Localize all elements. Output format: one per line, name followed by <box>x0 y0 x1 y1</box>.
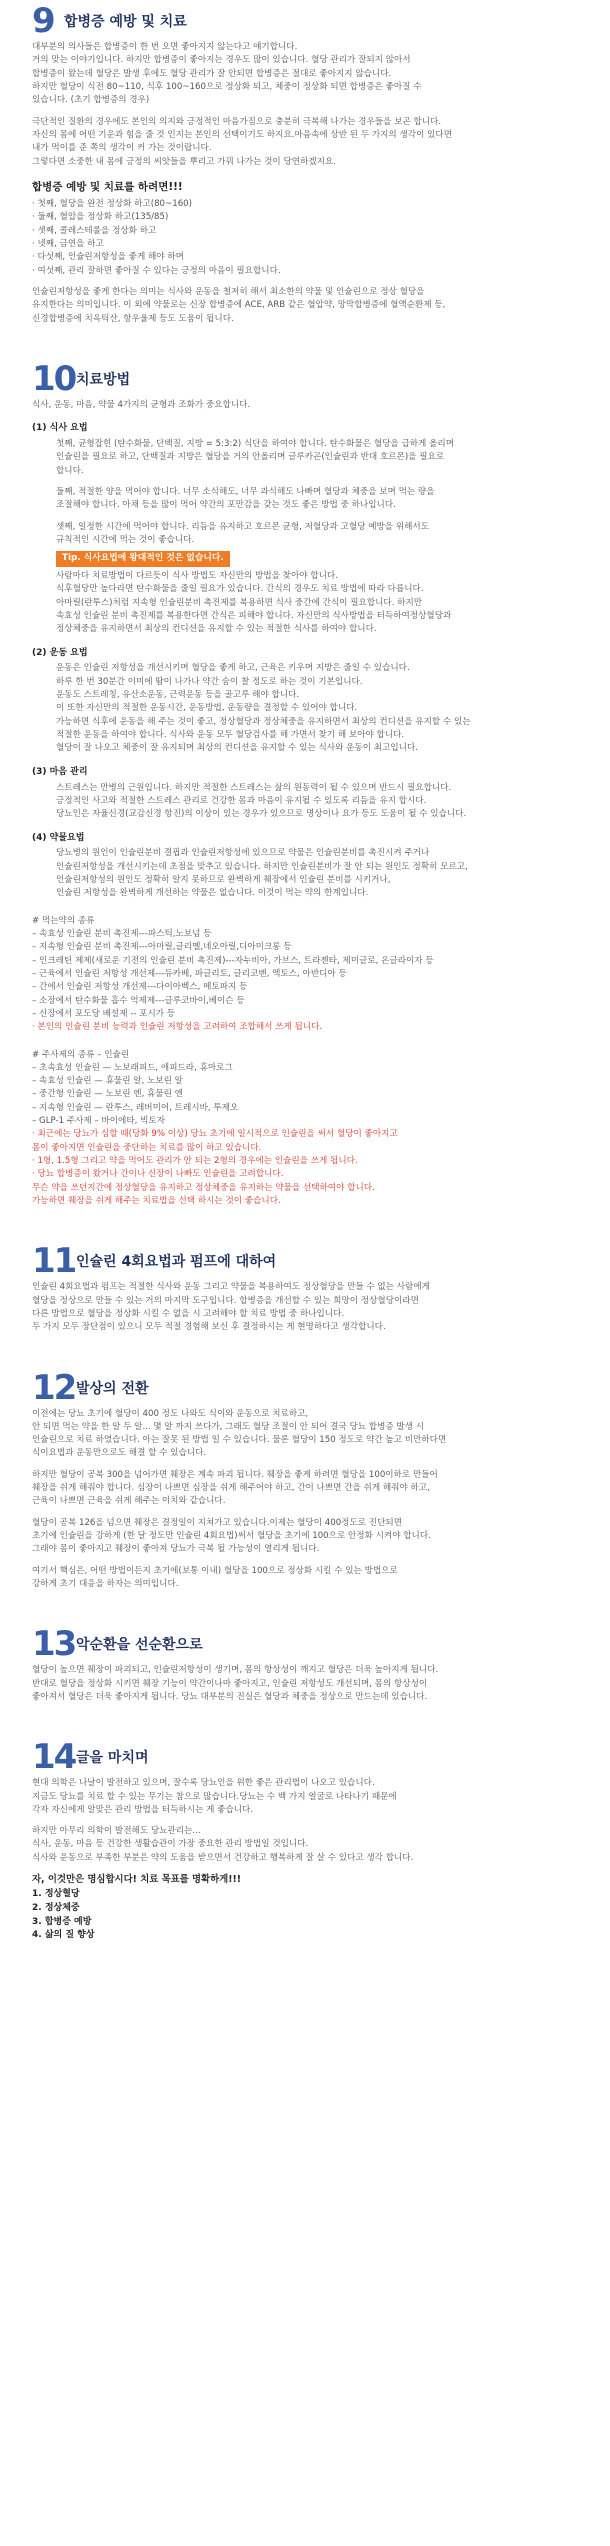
section-title: 치료방법 <box>76 371 131 388</box>
list-item: · 다섯째, 인슐린저항성을 좋게 해야 하며 <box>32 252 184 263</box>
paragraph: 하지만 아무리 의학이 발전해도 당뇨관리는... 식사, 운동, 마음 등 건강한 생활습관이 가장 중요한 관리 방법일 것입니다. 식사와 운동으로 부족한 부분은 약의 도움을 받으면서 건강하고 행복하게 잘 살 수 있다고 생각 합니다. <box>32 1826 414 1863</box>
subsection-medication <box>32 832 588 1209</box>
subsection-exercise <box>32 647 588 756</box>
paragraph: 스트레스는 만병의 근원입니다. 하지만 적절한 스트레스는 삶의 원동력이 될 수 있으며 반드시 필요합니다. 긍정적인 사고와 적절한 스트레스 관리로 건강한 몸과 마음이 유지될 수 있도록 리듬을 유지 합시다. 당뇨인은 자율신경(교감신경 항진)의 이상이 있는 경우가 있으므로 명상이나 요가 등도 도움이 될 수 있습니다. <box>56 782 467 820</box>
list-item: 1. 정상혈당 <box>32 1888 80 1899</box>
list-item: – 지속형 인슐린 — 란투스, 레버미어, 트레시바, 투제오 <box>32 1102 239 1113</box>
list-item: – 소장에서 탄수화물 흡수 억제제---글루코바이,베이슨 등 <box>32 995 245 1006</box>
list-item: – 속효성 인슐린 — 휴물린 알, 노보린 알 <box>32 1076 183 1087</box>
section-14 <box>32 1737 588 1943</box>
section-header <box>32 1737 588 1778</box>
document-content <box>32 1 588 1943</box>
paragraph: 혈당이 공복 126을 넘으면 췌장은 결정일이 지쳐가고 있습니다.이제는 혈당이 400정도로 진단되면 초기에 인슐린을 강하게 (한 달 정도만 인슐린 4회요법)써서 혈당을 초기에 100으로 안정화 시켜야 합니다. 그래야 몸이 좋아지고 췌장이 좋아져 당뇨가 극복 될 가능성이 열리게 됩니다. <box>32 1517 431 1555</box>
paragraph: 극단적인 질환의 경우에도 본인의 의지와 긍정적인 마음가짐으로 충분히 극복해 나가는 경우들을 보곤 합니다. 자신의 몸에 어떤 기운과 힘을 줄 것 인지는 본인의 선택이기도 하지요.마음속에 상반 된 두 가지의 생각이 있다면 내가 먹이를 준 쪽의 생각이 커 가는 것이랍니다. 그렇다면 소중한 내 몸에 긍정의 씨앗들을 뿌리고 가꿔 나가는 것이 당연하겠지요. <box>32 116 453 167</box>
list-item: · 첫째, 혈당을 완전 정상화 하고(80~160) <box>32 199 192 210</box>
list-item: · 넷째, 금연을 하고 <box>32 239 104 250</box>
subsection-diet <box>32 422 588 636</box>
list-item: – 지속형 인슐린 분비 촉진제---아마릴,글리멜,네오아릴,디아미크롱 등 <box>32 942 292 953</box>
goals-list <box>32 1888 588 1944</box>
list-item: · 둘째, 혈압을 정상화 하고(135/85) <box>32 212 169 223</box>
section-9 <box>32 1 588 326</box>
paragraph: 인슐린 4회요법과 펌프는 적절한 식사와 운동 그리고 약물을 복용하여도 정상혈당을 만들 수 없는 사람에게 혈당을 정상으로 만들 수 있는 거의 마지막 도구입니다. 합병증을 개선할 수 있는 희망이 정상혈당이라면 다른 방법으로 혈당을 정상화 시킬 수 없을 시 고려해야 할 치료 방법 중 하나입니다. 두 가지 모두 장단점이 있으니 모두 적절 경험해 보신 후 결정하시는 게 현명하다고 생각합니다. <box>32 1282 430 1333</box>
section-title: 글을 마치며 <box>76 1750 149 1767</box>
paragraph: 하지만 혈당이 공복 300을 넘어가면 췌장은 계속 파괴 됩니다. 췌장을 좋게 하려면 혈당을 100이하로 만들어 췌장을 쉬게 해줘야 합니다. 심장이 나쁘면 심장을 쉬게 해주어야 하고, 간이 나쁘면 간을 쉬게 해줘야 하고, 근육이 나쁘면 근육을 쉬게 해주는 이치와 같습니다. <box>32 1469 438 1507</box>
injection-list <box>32 1062 588 1129</box>
section-header <box>32 1241 588 1282</box>
paragraph: 당뇨병의 원인이 인슐린분비 결핍과 인슐린저항성에 있으므로 약물은 인슐린분비를 촉진시켜 주거나 인슐린저항성을 개선시키는데 초점을 맞추고 있습니다. 하지만 인슐린분비가 잘 안 되는 원인도 정확히 모르고, 인슐린저항성의 원인도 정확히 알지 못하므로 완벽하게 췌장에서 인슐린 분비를 시키거나, 인슐린 저항성을 완벽하게 개선하는 약물은 없습니다. 이것이 먹는 약의 한계입니다. <box>56 848 468 899</box>
subsection-title: (1) 식사 요법 <box>32 423 88 434</box>
subsection-title: (3) 마음 관리 <box>32 766 88 777</box>
section-13 <box>32 1624 588 1704</box>
section-number: 9 <box>32 1 54 41</box>
paragraph: 첫째, 균형잡힌 (탄수화물, 단백질, 지방 = 5:3:2) 식단을 하여야 합니다. 탄수화물은 혈당을 급하게 올리며 인슐린을 필요로 하고, 단백질과 지방은 혈당을 거의 안올리며 글루카곤(인슐린과 반대 호르몬)을 필요로 합니다. <box>56 439 454 476</box>
section-header <box>32 358 588 399</box>
list-item: – GLP-1 주사제 – 바이에타, 빅토자 <box>32 1116 166 1127</box>
oral-drugs-note: · 본인의 인슐린 분비 능력과 인슐린 저항성을 고려하여 조합해서 쓰게 됩니다. <box>32 1022 323 1033</box>
injection-heading: # 주사제의 종류 – 인슐린 <box>32 1049 130 1060</box>
closing-heading: 자, 이것만은 명심합시다! 치료 목표를 명확하게!!! <box>32 1874 242 1886</box>
section-title: 합병증 예방 및 치료 <box>64 14 187 30</box>
list-item: – 근육에서 인슐린 저항성 개선제---듀카베, 파글리토, 글리코벤, 엑토스, 아반디아 등 <box>32 968 347 979</box>
list-item: · 셋째, 콜레스테롤을 정상화 하고 <box>32 225 157 236</box>
section-11 <box>32 1241 588 1334</box>
section-12 <box>32 1367 588 1592</box>
paragraph: 셋째, 일정한 시간에 먹어야 합니다. 리듬을 유지하고 호르몬 균형, 저혈당과 고혈당 예방을 위해서도 규칙적인 시간에 먹는 것이 좋습니다. <box>56 521 430 546</box>
section-number: 14 <box>32 1737 76 1778</box>
injection-note: · 1형, 1.5형 그리고 약을 먹어도 관리가 안 되는 2형의 경우에는 인슐린을 쓰게 됩니다. <box>32 1156 358 1167</box>
section-title: 인슐린 4회요법과 펌프에 대하여 <box>76 1254 277 1271</box>
list-item: – 속효성 인슐린 분비 촉진제---파스틱,노보넘 등 <box>32 929 212 940</box>
prevention-list <box>32 198 588 278</box>
list-item: – 중간형 인슐린 — 노보린 엔, 휴물린 엔 <box>32 1089 183 1100</box>
paragraph: 둘째, 적절한 양을 먹어야 합니다. 너무 소식해도, 너무 과식해도 나빠며 혈당과 체중을 보며 먹는 량을 조절해야 합니다. 아채 등을 많이 먹어 약간의 포만감을 갖는 것도 좋은 방법 중 하나입니다. <box>56 487 435 511</box>
list-item: – 초속효성 인슐린 — 노보래피드, 애피드라, 휴마로그 <box>32 1062 233 1073</box>
paragraph: 이전에는 당뇨 초기에 혈당이 400 정도 나와도 식이와 운동으로 치료하고, 안 되면 먹는 약을 한 알 두 알... 몇 알 까지 쓰다가, 그래도 혈당 조절이 안 되어 결국 당뇨 합병증 발생 시 인슐린으로 치료 하였습니다. 아는 잘못 된 방법 일 수 있습니다. 물론 혈당이 150 정도로 약간 높고 비만하다면 식이요법과 운동만으로도 해결 할 수 있습니다. <box>32 1408 447 1459</box>
section-header <box>32 1 588 41</box>
list-item: · 여섯째, 관리 잘하면 좋아질 수 있다는 긍정의 마음이 필요합니다. <box>32 265 281 276</box>
list-item: 4. 삶의 질 향상 <box>32 1930 95 1941</box>
list-item: – 인크레틴 제제(새로운 기전의 인슐린 분비 촉진제)---자누비아, 가브스, 트라젠타, 제미글로, 온글라이자 등 <box>32 955 434 966</box>
oral-drugs-list <box>32 928 588 1021</box>
section-header <box>32 1624 588 1665</box>
paragraph: 식사, 운동, 마음, 약물 4가지의 균형과 조화가 중요합니다. <box>32 399 251 410</box>
paragraph: 대부분의 의사들은 합병증이 한 번 오면 좋아지지 않는다고 얘기합니다. 거의 맞는 이야기입니다. 하지만 합병증이 좋아지는 경우도 많이 있습니다. 혈당 관리가 잘되지 않아서 합병증이 왔는데 혈당은 발생 후에도 혈당 관리가 잘 안되면 합병증은 절대로 좋아지지 않습니다. 하지만 혈당이 식전 80~110, 식후 100~160으로 정상화 되고, 체중이 정상화 되면 합병증은 좋아질 수 있습니다. (초기 합병증의 경우) <box>32 42 422 106</box>
oral-drugs-heading: # 먹는약의 종류 <box>32 915 95 926</box>
paragraph: 여기서 핵심은, 어떤 방법이든지 초기에(보통 이내) 혈당을 100으로 정상화 시킬 수 있는 방법으로 강하게 초기 대응을 하자는 의미입니다. <box>32 1565 398 1589</box>
section-number: 11 <box>32 1241 76 1282</box>
section-header <box>32 1367 588 1408</box>
section-number: 12 <box>32 1367 76 1408</box>
list-item: 2. 정상체중 <box>32 1902 80 1913</box>
paragraph: 현대 의학은 나날이 발전하고 있으며, 잘수록 당뇨인을 위한 좋은 관리법이 나오고 있습니다. 지금도 당뇨를 치료 할 수 있는 무기는 참으로 많습니다.당뇨는 수 백 가지 얼굴로 나타나기 때문에 각자 자신에게 알맞은 관리 방법을 터득하시는 게 좋습니다. <box>32 1778 397 1815</box>
subsection-title: (4) 약물요법 <box>32 832 85 843</box>
section-title: 악순환을 선순환으로 <box>76 1637 203 1654</box>
paragraph: 사람마다 치료방법이 다르듯이 식사 방법도 자신만의 방법을 찾아야 합니다. 식후혈당만 높다라면 탄수화물을 줄일 필요가 있습니다. 간식의 경우도 치료 방법에 따라 다릅니다. 아마릴(란투스)처럼 지속형 인슐린분비 촉진제를 복용하면 식사 중간에 간식이 필요합니다. 하지만 속효성 인슐린 분비 촉진제를 복용한다면 간식은 피해야 합니다. 자신만의 식사방법을 터득하여정상혈당과 정상체중을 유지하면서 최상의 컨디션을 유지할 수 있는 적절한 식사를 하여야 합니다. <box>56 570 452 635</box>
subsection-mind <box>32 766 588 822</box>
section-number: 13 <box>32 1624 76 1665</box>
paragraph: 혈당이 높으면 췌장이 파괴되고, 인슐린저항성이 생기며, 몸의 항상성이 깨지고 혈당은 더욱 높아지게 됩니다. 반대로 혈당을 정상화 시키면 췌장 기능이 약간이나마 좋아지고, 인슐린 저항성도 개선되며, 몸의 항상성이 좋아져서 혈당은 더욱 좋아지게 됩니다. 당뇨 대부분의 진실은 혈당과 체중을 정상으로 만드는데 있습니다. <box>32 1665 439 1702</box>
subsection-title: (2) 운동 요법 <box>32 647 88 658</box>
paragraph: 운동은 인슐린 저항성을 개선시키며 혈당을 좋게 하고, 근육은 키우며 지방은 줄일 수 있습니다. 하루 한 번 30분간 이미에 땀이 나가나 약간 숨이 찰 정도로 하는 것이 기본입니다. 운동도 스트레칭, 유산소운동, 근력운동 등을 골고루 해야 합니다. 이 또한 자신만의 적절한 운동시간, 운동방법, 운동량을 결정할 수 있어야 합니다. 가능하면 식후에 운동을 해 주는 것이 좋고, 정상혈당과 정상체중을 유지하면서 최상의 컨디션을 유지할 수 있는 적절한 운동을 하여야 합니다. 식사와 운동 모두 혈당검사를 해 가면서 찾기 해 보아야 합니다. 혈당이 잘 나오고 체중이 잘 유지되며 최상의 컨디션을 유지할 수 있는 식사와 운동이 최고입니다. <box>56 663 471 754</box>
section-10 <box>32 358 588 1208</box>
subheading: 합병증 예방 및 치료를 하려면!!! <box>32 180 183 193</box>
paragraph: 인슐린저항성을 좋게 한다는 의미는 식사와 운동을 철저히 해서 최소한의 약물 및 인슐린으로 정상 혈당을 유지한다는 의미입니다. 이 외에 약물로는 신장 합병증에 ACE, ARB 같은 혈압약, 망막합병증에 혈액순환제 등, 신경합병증에 치옥틱산, 항우울제 등도 도움이 됩니다. <box>32 286 446 324</box>
list-item: – 신장에서 포도당 배설제 -- 포시가 등 <box>32 1008 176 1019</box>
injection-note: · 최근에는 당뇨가 심할 때(당화 9% 이상) 당뇨 초기에 일시적으로 인슐린을 써서 혈당이 좋아지고 몸이 좋아지면 인슐린을 중단하는 치료를 많이 하고 있습니다. <box>32 1129 398 1153</box>
tip-badge: Tip. 식사요법에 왕대적인 것은 없습니다. <box>56 551 230 567</box>
injection-note: · 당뇨 합병증이 왔거나 간이나 신장이 나빠도 인슐린을 고려합니다. 무슨 약을 쓰던지간에 정상혈당을 유지하고 정상체중을 유지하는 약물을 선택하여야 합니다. 가능하면 췌장을 쉬게 해주는 치료법을 선택 하시는 것이 좋습니다. <box>32 1169 375 1206</box>
list-item: – 간에서 인슐린 저항성 개선제---다이아벡스, 메토파지 등 <box>32 982 248 993</box>
section-title: 발상의 전환 <box>76 1380 149 1397</box>
section-number: 10 <box>32 358 76 399</box>
list-item: 3. 합병증 예방 <box>32 1916 92 1927</box>
